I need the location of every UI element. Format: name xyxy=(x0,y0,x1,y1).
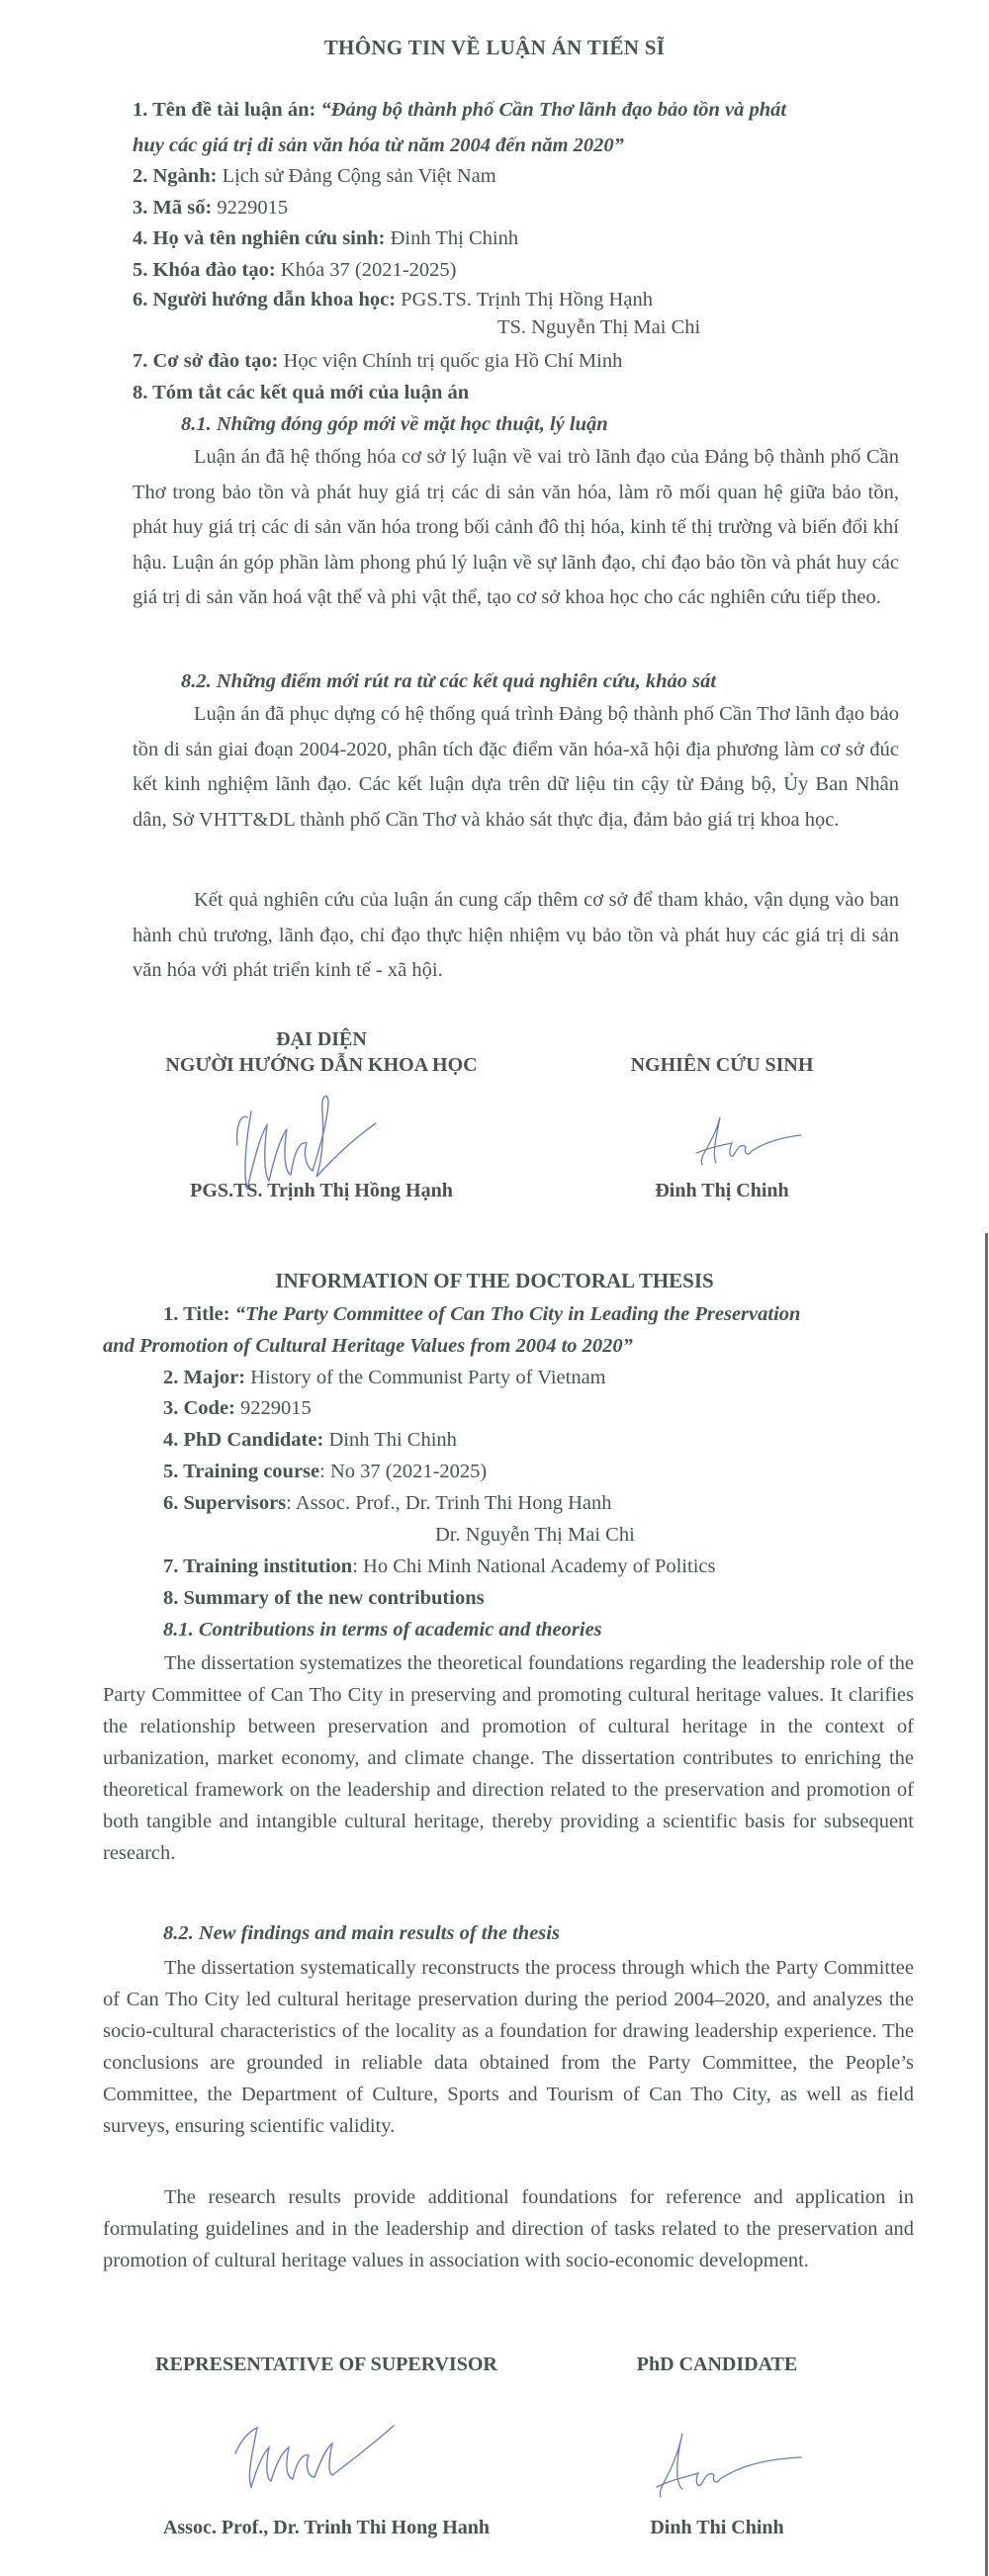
major-en-row xyxy=(163,1367,606,1389)
candidate-en-label: 4. PhD Candidate: xyxy=(163,1429,324,1451)
code-label: 3. Mã số: xyxy=(133,197,213,219)
page-edge-border xyxy=(985,1233,988,2576)
section-8-2-heading: 8.2. Những điểm mới rút ra từ các kết quả nghiên cứu, khảo sát xyxy=(181,670,717,692)
course-en-value: : No 37 (2021-2025) xyxy=(319,1461,488,1482)
section-8-2-en-body-1: The dissertation systematically reconstructs the process through which the Party Committee of Can Tho City led cultural heritage preservation during the period 2004–2020, and analyzes the socio-cultural characteristics of the locality as a foundation for drawing leadership experience. The conclusions are grounded in reliable data obtained from the Party Committee, the People’s Committee, the Department of Culture, Sports and Tourism of Can Tho City, as well as field surveys, ensuring scientific validity. xyxy=(103,1957,914,2137)
course-row xyxy=(133,259,456,282)
candidate-signature-heading: NGHIÊN CỨU SINH xyxy=(630,1054,814,1076)
institution-en-row xyxy=(163,1555,715,1578)
supervisor-label: 6. Người hướng dẫn khoa học: xyxy=(133,289,397,311)
candidate-en-signature-image xyxy=(643,2428,811,2507)
supervisors-en-row xyxy=(163,1492,612,1515)
section-8-1-body: Luận án đã hệ thống hóa cơ sở lý luận về vai trò lãnh đạo của Đảng bộ thành phố Cần Thơ trong bảo tồn và phát huy giá trị các di sản văn hóa, làm rõ mối quan hệ giữa bảo tồn, phát huy giá trị các di sản văn hóa trong bối cảnh đô thị hóa, kinh tế thị trường và biến đổi khí hậu. Luận án góp phần làm phong phú lý luận về sự lãnh đạo, chỉ đạo bảo tồn và phát huy các giá trị di sản văn hoá vật thể và phi vật thể, tạo cơ sở khoa học cho các nghiên cứu tiếp theo. xyxy=(133,446,899,608)
candidate-label: 4. Họ và tên nghiên cứu sinh: xyxy=(133,227,386,249)
candidate-signature-name: Đinh Thị Chinh xyxy=(655,1180,789,1201)
code-en-label: 3. Code: xyxy=(163,1397,235,1419)
code-en-row xyxy=(163,1397,312,1420)
supervisor-1: PGS.TS. Trịnh Thị Hồng Hạnh xyxy=(401,289,653,311)
supervisor-2: TS. Nguyễn Thị Mai Chi xyxy=(497,316,701,338)
supervisor-en-signature-name: Assoc. Prof., Dr. Trinh Thi Hong Hanh xyxy=(162,2517,491,2538)
thesis-title-en-line-2: and Promotion of Cultural Heritage Values from 2004 to 2020” xyxy=(103,1335,633,1357)
major-en-value: History of the Communist Party of Vietnam xyxy=(250,1367,606,1388)
page-title-vietnamese: THÔNG TIN VỀ LUẬN ÁN TIẾN SĨ xyxy=(323,36,666,59)
thesis-title-value: “Đảng bộ thành phố Cần Thơ lãnh đạo bảo tồn và phát xyxy=(320,99,787,121)
thesis-title-en-value: “The Party Committee of Can Tho City in Leading the Preservation xyxy=(234,1303,801,1325)
thesis-title-label: 1. Tên đề tài luận án: xyxy=(133,99,316,121)
institution-value: Học viện Chính trị quốc gia Hồ Chí Minh xyxy=(283,350,623,372)
code-value: 9229015 xyxy=(217,197,289,219)
candidate-en-signature-name: Dinh Thi Chinh xyxy=(650,2517,784,2538)
page-title-english: INFORMATION OF THE DOCTORAL THESIS xyxy=(275,1269,714,1292)
supervisor-en-1: : Assoc. Prof., Dr. Trinh Thi Hong Hanh xyxy=(286,1492,612,1514)
summary-en-heading: 8. Summary of the new contributions xyxy=(163,1587,485,1609)
institution-label: 7. Cơ sở đào tạo: xyxy=(133,350,279,372)
course-label: 5. Khóa đào tạo: xyxy=(133,259,276,281)
thesis-title-en-label: 1. Title: xyxy=(163,1303,230,1325)
thesis-title-line-2: huy các giá trị di sản văn hóa từ năm 2004 đến năm 2020” xyxy=(133,134,624,156)
course-en-label: 5. Training course xyxy=(163,1461,320,1482)
code-row xyxy=(133,197,288,220)
candidate-en-row xyxy=(163,1429,457,1452)
thesis-title-line-1 xyxy=(133,99,786,122)
summary-heading: 8. Tóm tắt các kết quả mới của luận án xyxy=(133,382,470,403)
supervisor-signature-heading xyxy=(119,1026,524,1078)
course-value: Khóa 37 (2021-2025) xyxy=(280,259,457,281)
institution-en-label: 7. Training institution xyxy=(163,1555,353,1577)
supervisor-signature-name: PGS.TS. Trịnh Thị Hồng Hạnh xyxy=(190,1180,453,1201)
institution-en-value: : Ho Chi Minh National Academy of Politics xyxy=(352,1555,716,1577)
supervisor-signature-image xyxy=(218,1086,396,1195)
supervisor-heading-line-1: ĐẠI DIỆN xyxy=(276,1028,367,1050)
supervisor-heading-line-2: NGƯỜI HƯỚNG DẪN KHOA HỌC xyxy=(165,1054,478,1076)
major-value: Lịch sử Đảng Cộng sản Việt Nam xyxy=(222,165,496,187)
section-8-1-en-heading: 8.1. Contributions in terms of academic and theories xyxy=(163,1619,602,1641)
major-en-label: 2. Major: xyxy=(163,1367,246,1388)
institution-row xyxy=(133,350,622,373)
candidate-value: Đinh Thị Chinh xyxy=(390,227,519,249)
supervisors-en-label: 6. Supervisors xyxy=(163,1492,287,1514)
section-8-2-body-2: Kết quả nghiên cứu của luận án cung cấp thêm cơ sở để tham khảo, vận dụng vào ban hành chủ trương, lãnh đạo, chỉ đạo thực hiện nhiệm vụ bảo tồn và phát huy các giá trị di sản văn hóa với phát triển kinh tế - xã hội. xyxy=(133,889,899,981)
supervisor-row xyxy=(133,289,653,311)
supervisor-en-2: Dr. Nguyễn Thị Mai Chi xyxy=(435,1524,635,1546)
candidate-signature-image xyxy=(673,1108,811,1177)
section-8-2-en-body-2: The research results provide additional foundations for reference and application in formulating guidelines and in the leadership and direction of tasks related to the preservation and promotion of cultural heritage values in association with socio-economic development. xyxy=(103,2186,914,2271)
section-8-2-en-heading: 8.2. New findings and main results of the thesis xyxy=(163,1922,560,1944)
major-label: 2. Ngành: xyxy=(133,165,218,187)
section-8-1-en-body: The dissertation systematizes the theoretical foundations regarding the leadership role of the Party Committee of Can Tho City in preserving and promoting cultural heritage values. It clarifies the relationship between preservation and promotion of cultural heritage in the context of urbanization, market economy, and climate change. The dissertation contributes to enriching the theoretical framework on the leadership and direction related to the preservation and promotion of both tangible and intangible cultural heritage, thereby providing a scientific basis for subsequent research. xyxy=(103,1652,914,1864)
course-en-row xyxy=(163,1461,487,1483)
supervisor-en-signature-image xyxy=(218,2418,415,2497)
section-8-2-body-1: Luận án đã phục dựng có hệ thống quá trình Đảng bộ thành phố Cần Thơ lãnh đạo bảo tồn di sản giai đoạn 2004-2020, phân tích đặc điểm văn hóa-xã hội địa phương làm cơ sở đúc kết kinh nghiệm lãnh đạo. Các kết luận dựa trên dữ liệu tin cậy từ Đảng bộ, Ủy Ban Nhân dân, Sở VHTT&DL thành phố Cần Thơ và khảo sát thực địa, đảm bảo giá trị khoa học. xyxy=(133,703,899,831)
section-8-1-heading: 8.1. Những đóng góp mới về mặt học thuật, lý luận xyxy=(181,413,608,435)
thesis-title-en-line-1 xyxy=(163,1303,800,1326)
supervisor-en-signature-heading: REPRESENTATIVE OF SUPERVISOR xyxy=(155,2354,497,2375)
code-en-value: 9229015 xyxy=(240,1397,312,1419)
candidate-en-value: Dinh Thi Chinh xyxy=(328,1429,457,1451)
candidate-row xyxy=(133,227,518,250)
major-row xyxy=(133,165,496,188)
candidate-en-signature-heading: PhD CANDIDATE xyxy=(636,2354,798,2375)
